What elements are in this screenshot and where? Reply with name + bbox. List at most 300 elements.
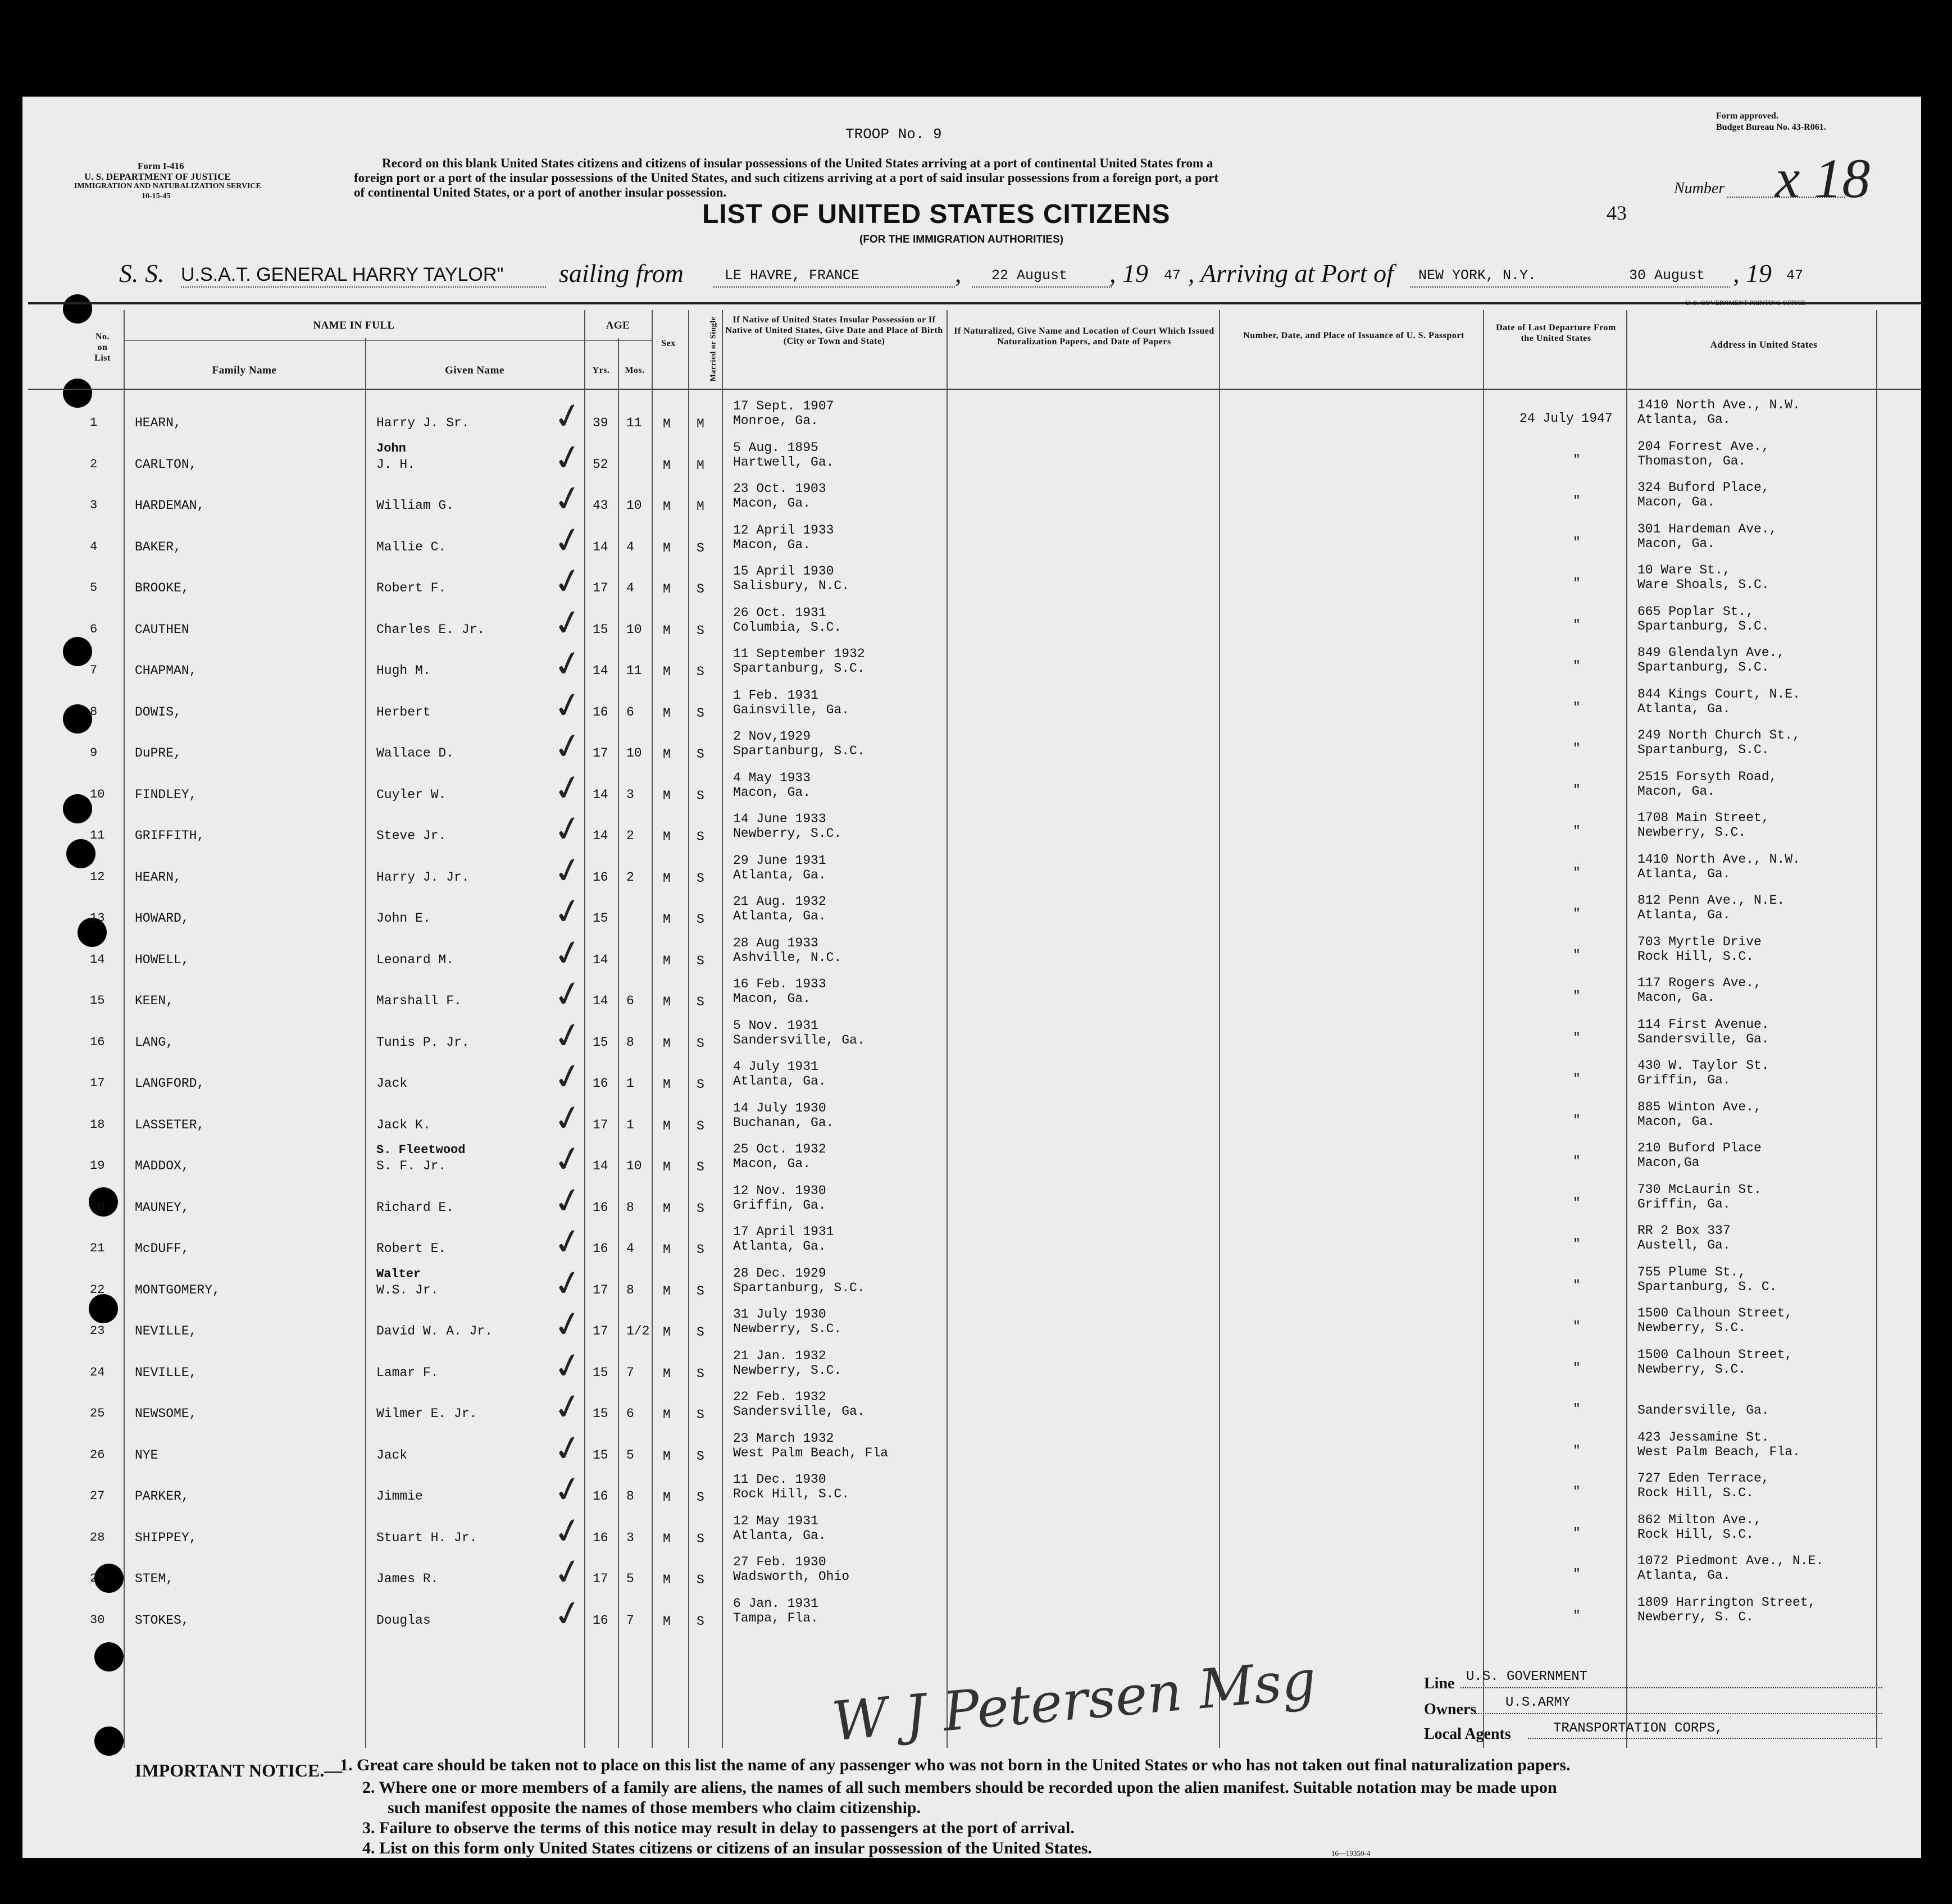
age-years: 17 bbox=[593, 1282, 608, 1297]
address-line1: 210 Buford Place bbox=[1637, 1141, 1762, 1155]
address-line2: Thomaston, Ga. bbox=[1637, 453, 1746, 468]
check-mark: ✓ bbox=[549, 643, 586, 686]
birth-place: Atlanta, Ga. bbox=[733, 1239, 826, 1254]
age-months: 10 bbox=[626, 622, 642, 637]
birth-place: Macon, Ga. bbox=[733, 496, 811, 511]
sex: M bbox=[663, 623, 671, 638]
address-line2: Austell, Ga. bbox=[1637, 1238, 1731, 1252]
row-number: 4 bbox=[90, 539, 98, 554]
check-mark: ✓ bbox=[549, 931, 586, 976]
address-line1: 812 Penn Ave., N.E. bbox=[1637, 893, 1785, 908]
family-name: MADDOX, bbox=[135, 1159, 189, 1173]
last-departure: " bbox=[1573, 700, 1581, 715]
check-mark: ✓ bbox=[549, 601, 586, 645]
check-mark: ✓ bbox=[549, 1551, 586, 1595]
header-name-in-full: NAME IN FULL bbox=[313, 320, 395, 331]
header-given-name: Given Name bbox=[445, 365, 504, 376]
age-months: 6 bbox=[626, 704, 634, 719]
birth-place: Sandersville, Ga. bbox=[733, 1032, 865, 1047]
sex: M bbox=[663, 747, 671, 762]
age-years: 52 bbox=[593, 457, 608, 472]
last-departure: " bbox=[1573, 1072, 1581, 1086]
table-row bbox=[22, 1509, 1921, 1554]
birth-date: 23 March 1932 bbox=[733, 1431, 834, 1446]
address-line1: 1708 Main Street, bbox=[1637, 810, 1769, 825]
family-name: GRIFFITH, bbox=[135, 828, 205, 843]
family-name: LANGFORD, bbox=[135, 1076, 205, 1091]
birth-date: 11 Dec. 1930 bbox=[733, 1472, 826, 1487]
address-line2: Spartanburg, S.C. bbox=[1637, 743, 1769, 757]
last-departure: " bbox=[1573, 452, 1581, 467]
check-mark: ✓ bbox=[549, 1179, 586, 1223]
check-mark: ✓ bbox=[549, 560, 586, 604]
print-code: 16—19350-4 bbox=[1331, 1849, 1371, 1857]
sex: M bbox=[663, 1160, 671, 1174]
birth-date: 16 Feb. 1933 bbox=[733, 977, 826, 991]
table-row bbox=[22, 1179, 1921, 1223]
age-months: 4 bbox=[626, 581, 634, 595]
table-row bbox=[22, 1014, 1921, 1058]
marital-status: S bbox=[697, 540, 704, 555]
signature: W J Petersen Msg bbox=[829, 1648, 1319, 1753]
row-number: 3 bbox=[90, 498, 98, 512]
row-number: 18 bbox=[90, 1117, 105, 1132]
birth-place: Monroe, Ga. bbox=[733, 413, 818, 428]
birth-date: 21 Aug. 1932 bbox=[733, 894, 826, 909]
row-number: 1 bbox=[90, 416, 98, 430]
owners-value: U.S.ARMY bbox=[1505, 1695, 1571, 1710]
address-line1: 114 First Avenue. bbox=[1637, 1017, 1769, 1032]
family-name: DuPRE, bbox=[135, 746, 181, 760]
given-name: Mallie C. bbox=[376, 539, 447, 554]
sailing-year: 47 bbox=[1164, 267, 1181, 284]
sex: M bbox=[663, 540, 671, 555]
birth-date: 26 Oct. 1931 bbox=[733, 605, 826, 620]
age-months: 4 bbox=[626, 539, 634, 554]
family-name: NYE bbox=[135, 1447, 158, 1463]
address-line2: Newberry, S.C. bbox=[1637, 825, 1746, 840]
table-row bbox=[22, 477, 1921, 521]
table-row bbox=[22, 643, 1921, 684]
given-name: James R. bbox=[376, 1572, 439, 1586]
last-departure: " bbox=[1573, 782, 1581, 798]
comma: , bbox=[955, 259, 962, 288]
table-row bbox=[22, 1551, 1921, 1595]
instructions: foreign port or a port of the insular possessions of the United States, and such citizens arriving at a port of said insular possessions from a foreign port, a port bbox=[354, 171, 1219, 185]
check-mark: ✓ bbox=[549, 1014, 586, 1058]
address-line1: RR 2 Box 337 bbox=[1637, 1223, 1731, 1238]
birth-place: Salisbury, N.C. bbox=[733, 579, 850, 593]
troop-number: TROOP No. 9 bbox=[845, 126, 942, 143]
age-months: 6 bbox=[626, 1406, 634, 1421]
address-line1: 2515 Forsyth Road, bbox=[1637, 769, 1777, 784]
address-line2: Macon, Ga. bbox=[1637, 495, 1716, 509]
last-departure: " bbox=[1573, 617, 1581, 632]
last-departure: " bbox=[1573, 494, 1581, 508]
family-name: NEWSOME, bbox=[135, 1406, 197, 1421]
age-years: 16 bbox=[593, 1200, 608, 1215]
agents-label: Local Agents bbox=[1424, 1725, 1511, 1743]
birth-place: Newberry, S.C. bbox=[733, 1363, 842, 1378]
last-departure: " bbox=[1573, 1608, 1581, 1623]
last-departure: " bbox=[1573, 1195, 1581, 1210]
address-line2: Griffin, Ga. bbox=[1637, 1196, 1731, 1211]
row-number: 23 bbox=[90, 1324, 105, 1338]
age-months: 8 bbox=[626, 1035, 634, 1050]
sailing-from: LE HAVRE, FRANCE bbox=[725, 267, 860, 284]
notice-title: IMPORTANT NOTICE.— bbox=[135, 1760, 343, 1780]
sex: M bbox=[663, 1449, 671, 1464]
vessel-label: S. S. bbox=[119, 259, 165, 288]
family-name: MONTGOMERY, bbox=[135, 1282, 220, 1297]
family-name: SHIPPEY, bbox=[135, 1530, 197, 1545]
age-months: 8 bbox=[626, 1282, 634, 1297]
row-number: 17 bbox=[90, 1076, 105, 1090]
row-number: 21 bbox=[90, 1241, 105, 1255]
table-row bbox=[22, 1138, 1921, 1182]
sex: M bbox=[663, 995, 671, 1009]
birth-place: Rock Hill, S.C. bbox=[733, 1487, 850, 1501]
age-months: 5 bbox=[626, 1447, 634, 1463]
age-years: 14 bbox=[593, 539, 608, 554]
address-line1: 1500 Calhoun Street, bbox=[1637, 1347, 1793, 1362]
age-years: 15 bbox=[593, 911, 608, 926]
address-line1: 1410 North Ave., N.W. bbox=[1637, 398, 1800, 412]
row-number: 2 bbox=[90, 457, 98, 471]
page-title: LIST OF UNITED STATES CITIZENS bbox=[702, 199, 1171, 229]
address-line1: 10 Ware St., bbox=[1637, 563, 1731, 577]
birth-place: Spartanburg, S.C. bbox=[733, 1280, 865, 1295]
address-line1: 849 Glendalyn Ave., bbox=[1637, 645, 1785, 660]
age-years: 14 bbox=[593, 663, 608, 678]
header-departure: Date of Last Departure From the United States bbox=[1496, 323, 1616, 343]
check-mark: ✓ bbox=[549, 1261, 586, 1306]
given-name: Charles E. Jr. bbox=[376, 622, 485, 637]
last-departure: " bbox=[1573, 741, 1581, 756]
sex: M bbox=[663, 1325, 671, 1340]
last-departure: " bbox=[1573, 1525, 1581, 1541]
address-line1: 885 Winton Ave., bbox=[1637, 1099, 1762, 1114]
sex: M bbox=[663, 830, 671, 844]
check-mark: ✓ bbox=[549, 395, 586, 439]
header-mos: Mos. bbox=[625, 366, 645, 375]
check-mark: ✓ bbox=[549, 1303, 586, 1347]
row-number: 9 bbox=[90, 746, 98, 760]
form-approved: Form approved. bbox=[1716, 111, 1778, 121]
check-mark: ✓ bbox=[549, 766, 586, 810]
last-departure: " bbox=[1573, 1278, 1581, 1293]
given-name: Jack bbox=[376, 1447, 408, 1463]
age-years: 16 bbox=[593, 704, 608, 719]
marital-status: S bbox=[697, 1614, 704, 1629]
row-number: 19 bbox=[90, 1159, 105, 1173]
last-departure: 24 July 1947 bbox=[1519, 411, 1613, 426]
age-months: 1 bbox=[626, 1117, 634, 1132]
age-years: 17 bbox=[593, 1117, 608, 1132]
given-name: John E. bbox=[376, 911, 431, 926]
address-line2: Spartanburg, S. C. bbox=[1637, 1279, 1777, 1294]
birth-place: Macon, Ga. bbox=[733, 1156, 811, 1171]
age-years: 15 bbox=[593, 1035, 608, 1050]
address-line2: Sandersville, Ga. bbox=[1637, 1403, 1769, 1418]
address-line2: Macon,Ga bbox=[1637, 1155, 1700, 1170]
given-name: Wilmer E. Jr. bbox=[376, 1406, 477, 1421]
marital-status: M bbox=[697, 499, 704, 514]
check-mark: ✓ bbox=[549, 1427, 586, 1471]
sex: M bbox=[663, 871, 671, 886]
family-name: HEARN, bbox=[135, 869, 181, 885]
family-name: HARDEMAN, bbox=[135, 498, 205, 513]
address-line2: Atlanta, Ga. bbox=[1637, 412, 1731, 427]
birth-date: 25 Oct. 1932 bbox=[733, 1142, 826, 1156]
family-name: STOKES, bbox=[135, 1613, 189, 1628]
age-months: 2 bbox=[626, 869, 634, 885]
family-name: BAKER, bbox=[135, 539, 181, 554]
birth-place: Buchanan, Ga. bbox=[733, 1115, 834, 1130]
header-birth: If Native of United States Insular Possession or If Native of United States, Give Date and Place of Birth (City or Town and State) bbox=[725, 315, 943, 346]
age-months: 4 bbox=[626, 1241, 634, 1256]
address-line2: Atlanta, Ga. bbox=[1637, 1568, 1731, 1583]
address-line2: Griffin, Ga. bbox=[1637, 1073, 1731, 1087]
line-label: Line bbox=[1424, 1675, 1455, 1692]
birth-date: 17 April 1931 bbox=[733, 1224, 834, 1239]
last-departure: " bbox=[1573, 865, 1581, 880]
address-line1: 117 Rogers Ave., bbox=[1637, 976, 1762, 990]
notice-item: such manifest opposite the names of those members who claim citizenship. bbox=[388, 1798, 921, 1817]
check-mark: ✓ bbox=[549, 477, 586, 521]
table-row bbox=[22, 560, 1921, 604]
check-mark: ✓ bbox=[549, 1096, 586, 1141]
table-row bbox=[22, 808, 1921, 849]
age-years: 14 bbox=[593, 828, 608, 843]
given-name: Stuart H. Jr. bbox=[376, 1530, 477, 1545]
age-years: 17 bbox=[593, 1572, 608, 1586]
row-number: 27 bbox=[90, 1489, 105, 1503]
address-line2: Macon, Ga. bbox=[1637, 1114, 1716, 1129]
header-family-name: Family Name bbox=[212, 365, 277, 376]
birth-place: Wadsworth, Ohio bbox=[733, 1569, 850, 1584]
sailing-label: sailing from bbox=[559, 259, 684, 288]
family-name: NEVILLE, bbox=[135, 1365, 197, 1380]
age-years: 17 bbox=[593, 581, 608, 595]
birth-place: Hartwell, Ga. bbox=[733, 454, 834, 470]
address-line2: Rock Hill, S.C. bbox=[1637, 1527, 1754, 1542]
age-years: 43 bbox=[593, 498, 608, 513]
row-number: 14 bbox=[90, 952, 105, 967]
address-line2: Atlanta, Ga. bbox=[1637, 908, 1731, 922]
row-number: 7 bbox=[90, 663, 98, 677]
budget-bureau: Budget Bureau No. 43-R061. bbox=[1716, 122, 1826, 132]
family-name: DOWIS, bbox=[135, 704, 181, 719]
header-sex: Sex bbox=[661, 339, 676, 348]
row-number: 12 bbox=[90, 869, 105, 884]
birth-place: Columbia, S.C. bbox=[733, 620, 842, 635]
last-departure: " bbox=[1573, 1484, 1581, 1499]
sex: M bbox=[663, 705, 671, 721]
check-mark: ✓ bbox=[549, 1138, 586, 1182]
age-years: 17 bbox=[593, 1324, 608, 1338]
birth-date: 12 May 1931 bbox=[733, 1513, 818, 1528]
given-name: Steve Jr. bbox=[376, 828, 447, 843]
given-name-full: John bbox=[376, 441, 406, 455]
birth-date: 17 Sept. 1907 bbox=[733, 399, 834, 413]
table-row bbox=[22, 1096, 1921, 1141]
notice-item: 1. Great care should be taken not to place on this list the name of any passenger who was not born in the United States or who has not taken out final naturalization papers. bbox=[340, 1756, 1571, 1774]
notice-item: 3. Failure to observe the terms of this notice may result in delay to passengers at the port of arrival. bbox=[362, 1819, 1075, 1837]
age-years: 15 bbox=[593, 1365, 608, 1380]
age-months: 6 bbox=[626, 994, 634, 1008]
row-number: 26 bbox=[90, 1447, 105, 1462]
birth-place: Newberry, S.C. bbox=[733, 1322, 842, 1336]
last-departure: " bbox=[1573, 989, 1581, 1004]
arriving-label: , Arriving at Port of bbox=[1188, 259, 1394, 288]
last-departure: " bbox=[1573, 659, 1581, 673]
birth-date: 5 Nov. 1931 bbox=[733, 1018, 818, 1033]
birth-place: Newberry, S.C. bbox=[733, 826, 842, 841]
agents-value: TRANSPORTATION CORPS, bbox=[1553, 1721, 1723, 1736]
sex: M bbox=[663, 1118, 671, 1133]
birth-date: 12 April 1933 bbox=[733, 522, 834, 538]
given-name-full: S. Fleetwood bbox=[376, 1143, 466, 1157]
marital-status: S bbox=[697, 995, 704, 1009]
owners-label: Owners bbox=[1424, 1701, 1477, 1718]
marital-status: S bbox=[697, 871, 704, 886]
family-name: McDUFF, bbox=[135, 1241, 189, 1256]
last-departure: " bbox=[1573, 535, 1581, 550]
address-line1: 755 Plume St., bbox=[1637, 1264, 1746, 1279]
birth-date: 6 Jan. 1931 bbox=[733, 1596, 818, 1611]
row-number: 28 bbox=[90, 1530, 105, 1545]
marital-status: S bbox=[697, 1036, 704, 1051]
age-months: 1 bbox=[626, 1076, 634, 1091]
check-mark: ✓ bbox=[549, 808, 586, 851]
family-name: CARLTON, bbox=[135, 457, 197, 472]
address-line2: Atlanta, Ga. bbox=[1637, 866, 1731, 881]
punch-hole bbox=[94, 1642, 124, 1671]
family-name: CAUTHEN bbox=[135, 622, 189, 637]
given-name: Lamar F. bbox=[376, 1365, 439, 1380]
age-years: 15 bbox=[593, 622, 608, 637]
arriving-port: NEW YORK, N.Y. bbox=[1418, 267, 1537, 284]
marital-status: S bbox=[697, 1366, 704, 1381]
last-departure: " bbox=[1573, 1154, 1581, 1169]
given-name: Richard E. bbox=[376, 1200, 454, 1215]
family-name: HOWELL, bbox=[135, 952, 189, 967]
marital-status: S bbox=[697, 582, 704, 596]
family-name: CHAPMAN, bbox=[135, 663, 197, 678]
check-mark: ✓ bbox=[549, 725, 586, 769]
age-years: 16 bbox=[593, 1613, 608, 1628]
arriving-year: 47 bbox=[1786, 267, 1804, 284]
marital-status: S bbox=[697, 1449, 704, 1464]
birth-date: 21 Jan. 1932 bbox=[733, 1348, 826, 1363]
check-mark: ✓ bbox=[549, 1468, 586, 1512]
form-date: 10-15-45 bbox=[142, 192, 171, 201]
last-departure: " bbox=[1573, 1319, 1581, 1334]
age-years: 14 bbox=[593, 994, 608, 1008]
row-number: 22 bbox=[90, 1282, 105, 1297]
address-line2: Rock Hill, S.C. bbox=[1637, 1486, 1754, 1500]
address-line2: Macon, Ga. bbox=[1637, 536, 1716, 551]
marital-status: S bbox=[697, 953, 704, 968]
birth-date: 27 Feb. 1930 bbox=[733, 1555, 826, 1569]
table-row bbox=[22, 767, 1921, 808]
marital-status: S bbox=[697, 664, 704, 679]
header-naturalized: If Naturalized, Give Name and Location of Court Which Issued Naturalization Papers, and Date of Papers bbox=[954, 326, 1214, 347]
number-label: Number bbox=[1674, 180, 1725, 197]
age-years: 16 bbox=[593, 1076, 608, 1091]
age-years: 16 bbox=[593, 1489, 608, 1504]
given-name: Wallace D. bbox=[376, 746, 454, 760]
row-number: 5 bbox=[90, 581, 98, 595]
family-name: STEM, bbox=[135, 1572, 174, 1586]
address-line1: 1809 Harrington Street, bbox=[1637, 1595, 1816, 1610]
last-departure: " bbox=[1573, 1443, 1581, 1458]
marital-status: S bbox=[697, 705, 704, 721]
notice-item: 2. Where one or more members of a family are aliens, the names of all such members should be recorded upon the alien manifest. Suitable notation may be made upon bbox=[362, 1778, 1557, 1797]
given-name: Leonard M. bbox=[376, 952, 454, 967]
check-mark: ✓ bbox=[549, 849, 586, 893]
last-departure: " bbox=[1573, 907, 1581, 921]
address-line1: 423 Jessamine St. bbox=[1637, 1429, 1769, 1445]
form-number: Form I-416 bbox=[138, 161, 184, 171]
check-mark: ✓ bbox=[549, 1055, 586, 1099]
address-line1: 862 Milton Ave., bbox=[1637, 1512, 1762, 1527]
header-rule bbox=[28, 302, 1921, 304]
service: IMMIGRATION AND NATURALIZATION SERVICE bbox=[74, 182, 261, 190]
address-line2: Ware Shoals, S.C. bbox=[1637, 577, 1769, 592]
table-row bbox=[22, 890, 1921, 934]
birth-date: 2 Nov,1929 bbox=[733, 729, 811, 744]
table-row bbox=[22, 1261, 1921, 1306]
given-name: Hugh M. bbox=[376, 663, 431, 678]
table-row bbox=[22, 1303, 1921, 1347]
birth-place: Macon, Ga. bbox=[733, 991, 811, 1006]
last-departure: " bbox=[1573, 1360, 1581, 1375]
table-row bbox=[22, 1427, 1921, 1471]
address-line2: Newberry, S. C. bbox=[1637, 1609, 1754, 1624]
age-years: 16 bbox=[593, 1530, 608, 1545]
row-number: 24 bbox=[90, 1365, 105, 1379]
given-name-full: Walter bbox=[376, 1267, 421, 1281]
birth-place: Spartanburg, S.C. bbox=[733, 661, 865, 676]
birth-place: Atlanta, Ga. bbox=[733, 909, 826, 923]
birth-date: 1 Feb. 1931 bbox=[733, 687, 818, 703]
header-bottom-rule bbox=[28, 389, 1921, 390]
last-departure: " bbox=[1573, 824, 1581, 839]
last-departure: " bbox=[1573, 1113, 1581, 1128]
table-row bbox=[22, 436, 1921, 480]
address-line1: 727 Eden Terrace, bbox=[1637, 1471, 1769, 1486]
header-passport: Number, Date, and Place of Issuance of U. S. Passport bbox=[1243, 331, 1464, 340]
birth-place: Atlanta, Ga. bbox=[733, 1528, 826, 1543]
given-name: Jack bbox=[376, 1076, 408, 1091]
age-months: 10 bbox=[626, 498, 642, 513]
address-line2: Atlanta, Ga. bbox=[1637, 701, 1731, 716]
birth-place: Sandersville, Ga. bbox=[733, 1404, 865, 1419]
age-months: 8 bbox=[626, 1200, 634, 1215]
given-name: Jack K. bbox=[376, 1117, 431, 1132]
marital-status: S bbox=[697, 623, 704, 638]
table-row bbox=[22, 1468, 1921, 1512]
age-years: 15 bbox=[593, 1406, 608, 1421]
sex: M bbox=[663, 1531, 671, 1546]
birth-date: 14 June 1933 bbox=[733, 812, 826, 826]
row-number: 30 bbox=[90, 1613, 105, 1627]
given-name: S. F. Jr. bbox=[376, 1159, 447, 1173]
last-departure: " bbox=[1573, 576, 1581, 591]
table-row bbox=[22, 725, 1921, 769]
